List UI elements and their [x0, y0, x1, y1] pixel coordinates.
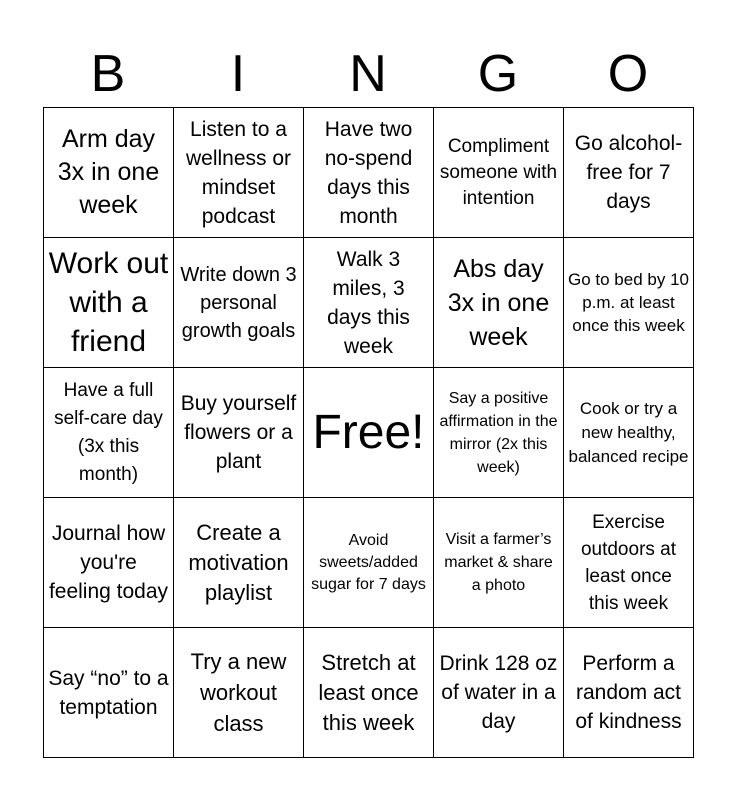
header-letter-n: N — [349, 45, 387, 103]
header-letter-o: O — [607, 45, 649, 103]
header-letter-g: G — [477, 45, 519, 103]
cell-label: Compliment someone with intention — [439, 135, 558, 209]
cell-label: Say a positive affirmation in the mirror (2x this week) — [439, 389, 558, 476]
cell-label: Have a full self-care day (3x this month) — [54, 379, 163, 485]
bingo-cell[interactable] — [564, 238, 694, 368]
free-space-label: Free! — [312, 405, 425, 459]
bingo-board — [43, 107, 694, 758]
bingo-cell[interactable] — [44, 108, 174, 238]
cell-label: Work out with a friend — [48, 247, 169, 358]
bingo-cell[interactable] — [434, 108, 564, 238]
cell-label: Say “no” to a temptation — [48, 666, 169, 719]
bingo-cell[interactable] — [304, 238, 434, 368]
board-row-3 — [44, 368, 694, 498]
board-row-5 — [44, 628, 694, 758]
bingo-cell[interactable] — [434, 498, 564, 628]
cell-label: Try a new workout class — [190, 649, 287, 736]
cell-label: Go to bed by 10 p.m. at least once this week — [568, 270, 689, 335]
bingo-header — [43, 42, 693, 106]
bingo-cell[interactable] — [434, 628, 564, 758]
bingo-cell[interactable] — [174, 498, 304, 628]
bingo-cell[interactable] — [564, 628, 694, 758]
bingo-cell[interactable] — [304, 498, 434, 628]
bingo-cell[interactable] — [434, 368, 564, 498]
bingo-cell[interactable] — [44, 628, 174, 758]
cell-label: Journal how you're feeling today — [48, 522, 169, 603]
cell-label: Have two no-spend days this month — [324, 117, 413, 228]
bingo-cell[interactable] — [174, 108, 304, 238]
bingo-cell[interactable] — [44, 498, 174, 628]
cell-label: Abs day 3x in one week — [447, 254, 550, 351]
board-row-1 — [44, 108, 694, 238]
bingo-cell[interactable] — [174, 238, 304, 368]
bingo-cell[interactable] — [564, 108, 694, 238]
bingo-cell[interactable] — [174, 628, 304, 758]
cell-label: Arm day 3x in one week — [57, 125, 160, 219]
cell-label: Write down 3 personal growth goals — [180, 263, 297, 342]
board-row-4 — [44, 498, 694, 628]
cell-label: Visit a farmer’s market & share a photo — [444, 531, 553, 594]
header-letter-i: I — [230, 45, 246, 103]
bingo-cell[interactable] — [304, 628, 434, 758]
cell-label: Avoid sweets/added sugar for 7 days — [311, 531, 426, 593]
bingo-cell[interactable] — [434, 238, 564, 368]
cell-label: Exercise outdoors at least once this week — [580, 511, 677, 614]
cell-label: Create a motivation playlist — [188, 519, 289, 605]
cell-label: Walk 3 miles, 3 days this week — [327, 247, 410, 358]
bingo-cell[interactable] — [564, 368, 694, 498]
bingo-cell[interactable] — [304, 108, 434, 238]
bingo-cell[interactable] — [44, 238, 174, 368]
cell-label: Stretch at least once this week — [318, 649, 419, 735]
free-space-cell[interactable] — [304, 368, 434, 498]
cell-label: Perform a random act of kindness — [575, 652, 682, 733]
board-row-2 — [44, 238, 694, 368]
header-letter-b: B — [90, 45, 126, 103]
cell-label: Listen to a wellness or mindset podcast — [185, 117, 292, 228]
cell-label: Buy yourself flowers or a plant — [180, 392, 297, 473]
bingo-cell[interactable] — [564, 498, 694, 628]
bingo-cell[interactable] — [44, 368, 174, 498]
cell-label: Drink 128 oz of water in a day — [439, 652, 558, 733]
bingo-cell[interactable] — [174, 368, 304, 498]
cell-label: Cook or try a new healthy, balanced recipe — [568, 398, 689, 466]
cell-label: Go alcohol-free for 7 days — [574, 132, 683, 213]
